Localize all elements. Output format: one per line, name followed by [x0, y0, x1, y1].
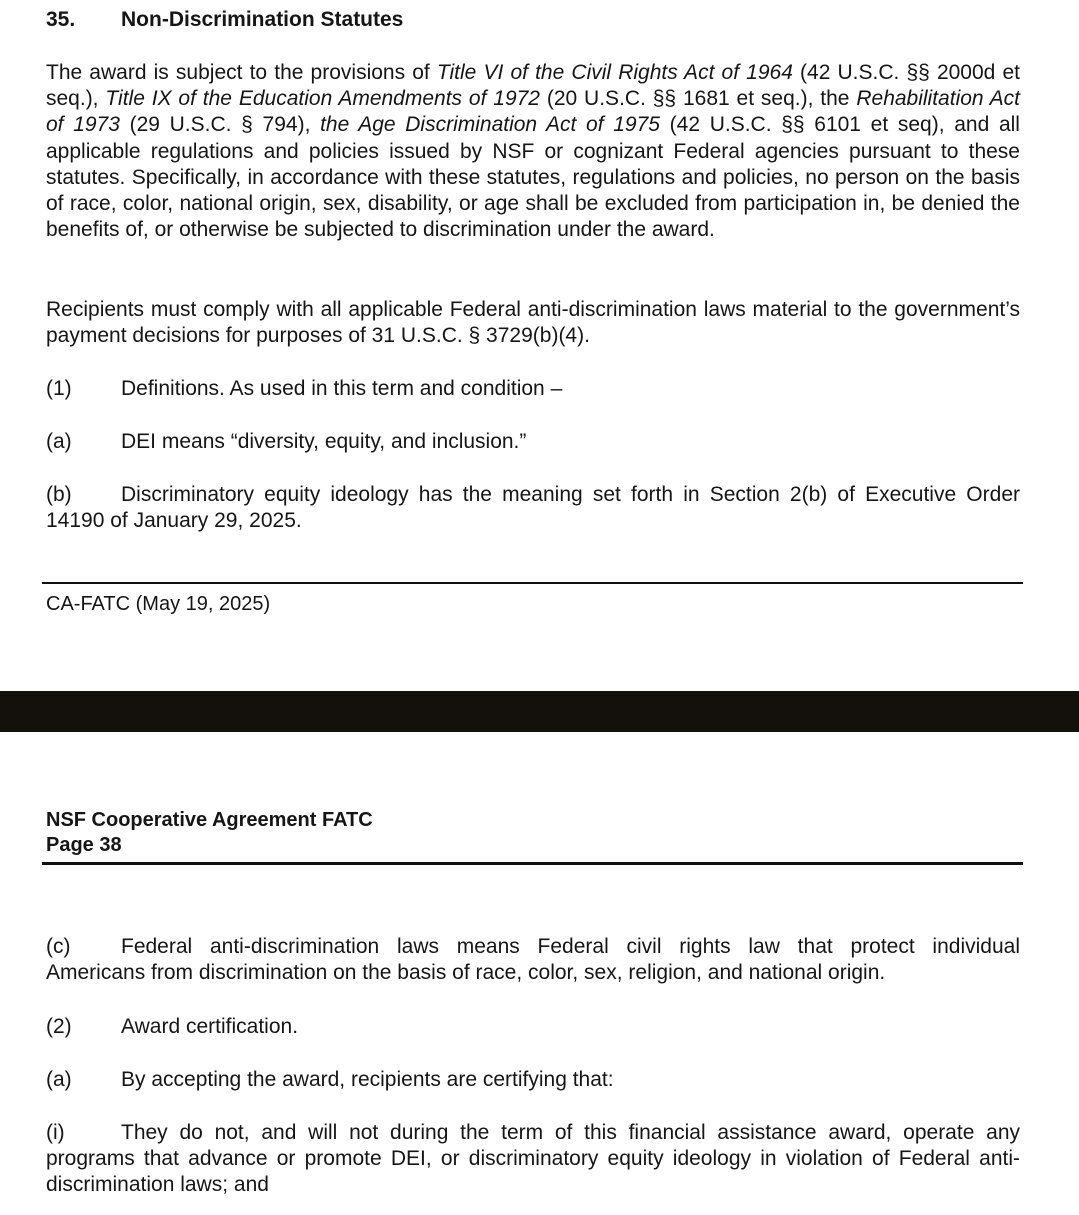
- footer-rule: [42, 582, 1023, 584]
- section-number: 35.: [46, 8, 76, 31]
- item-label: (2): [46, 1015, 72, 1038]
- paragraph-compliance: Recipients must comply with all applicable Federal anti-discrimination laws material to the government’s payment decisions for purposes of 31 U.S.C. § 3729(b)(4).: [46, 298, 1020, 348]
- text-run: (29 U.S.C. § 794),: [119, 113, 321, 137]
- item-continuation: Americans from discrimination on the basis of race, color, sex, religion, and national origin.: [46, 961, 886, 985]
- list-item-certifying: [46, 1067, 1020, 1093]
- section-heading: [46, 8, 403, 32]
- list-item-no-dei-programs: [46, 1120, 1020, 1199]
- statute-title: Title IX of the Education Amendments of 1972: [105, 87, 540, 111]
- statute-title: the Age Discrimination Act of 1975: [320, 113, 660, 137]
- document-title: NSF Cooperative Agreement FATC: [46, 809, 373, 831]
- item-label: (b): [46, 483, 72, 506]
- item-text: Discriminatory equity ideology has the meaning set forth in Section 2(b) of Executive Order: [121, 483, 1020, 506]
- list-item-dei: [46, 429, 1020, 455]
- page-number: Page 38: [46, 834, 122, 856]
- list-item-federal-laws: [46, 934, 1020, 986]
- text-run: (20 U.S.C. §§ 1681 et seq.), the: [540, 87, 857, 111]
- item-text: By accepting the award, recipients are certifying that:: [121, 1068, 614, 1091]
- item-label: (1): [46, 377, 72, 400]
- text-run: (42 U.S.C. §§ 2000d et seq.),: [46, 61, 1020, 111]
- item-continuation: programs that advance or promote DEI, or discriminatory equity ideology in violation of Federal anti-discrimination laws; and: [46, 1147, 1020, 1197]
- item-text: DEI means “diversity, equity, and inclusion.”: [121, 430, 527, 453]
- list-item-equity-ideology: [46, 482, 1020, 534]
- text-run: The award is subject to the provisions of: [46, 61, 437, 84]
- item-label: (a): [46, 1068, 72, 1091]
- text-run: (42 U.S.C. §§ 6101 et seq), and all applicable regulations and policies issued by NSF or cognizant Federal agencies pursuant to these statutes. Specifically, in accordance with these statutes, regulations and policies, no person on the basis of race, color, national origin, sex, disability, or age shall be excluded from participation in, be denied the benefits of, or otherwise be subjected to discrimination under the award.: [46, 113, 1020, 242]
- section-title: Non-Discrimination Statutes: [121, 8, 404, 31]
- page-footer: CA-FATC (May 19, 2025): [46, 593, 271, 615]
- item-text: Federal anti-discrimination laws means Federal civil rights law that protect individual: [121, 935, 1020, 958]
- list-item-award-certification: [46, 1014, 1020, 1040]
- item-label: (c): [46, 935, 71, 958]
- item-text: Award certification.: [121, 1015, 299, 1038]
- item-text: They do not, and will not during the term of this financial assistance award, operate any: [121, 1121, 1020, 1144]
- paragraph-statutes: [46, 60, 1020, 243]
- item-label: (a): [46, 430, 72, 453]
- list-item-definitions: [46, 376, 1020, 402]
- statute-title: Title VI of the Civil Rights Act of 1964: [436, 61, 793, 84]
- statute-title: Rehabilitation Act of 1973: [46, 87, 1021, 137]
- header-rule: [42, 862, 1023, 865]
- item-continuation: 14190 of January 29, 2025.: [46, 509, 302, 533]
- page-separator: [0, 691, 1079, 732]
- item-label: (i): [46, 1121, 65, 1144]
- page-header: [46, 808, 373, 858]
- item-text: Definitions. As used in this term and condition –: [121, 377, 563, 400]
